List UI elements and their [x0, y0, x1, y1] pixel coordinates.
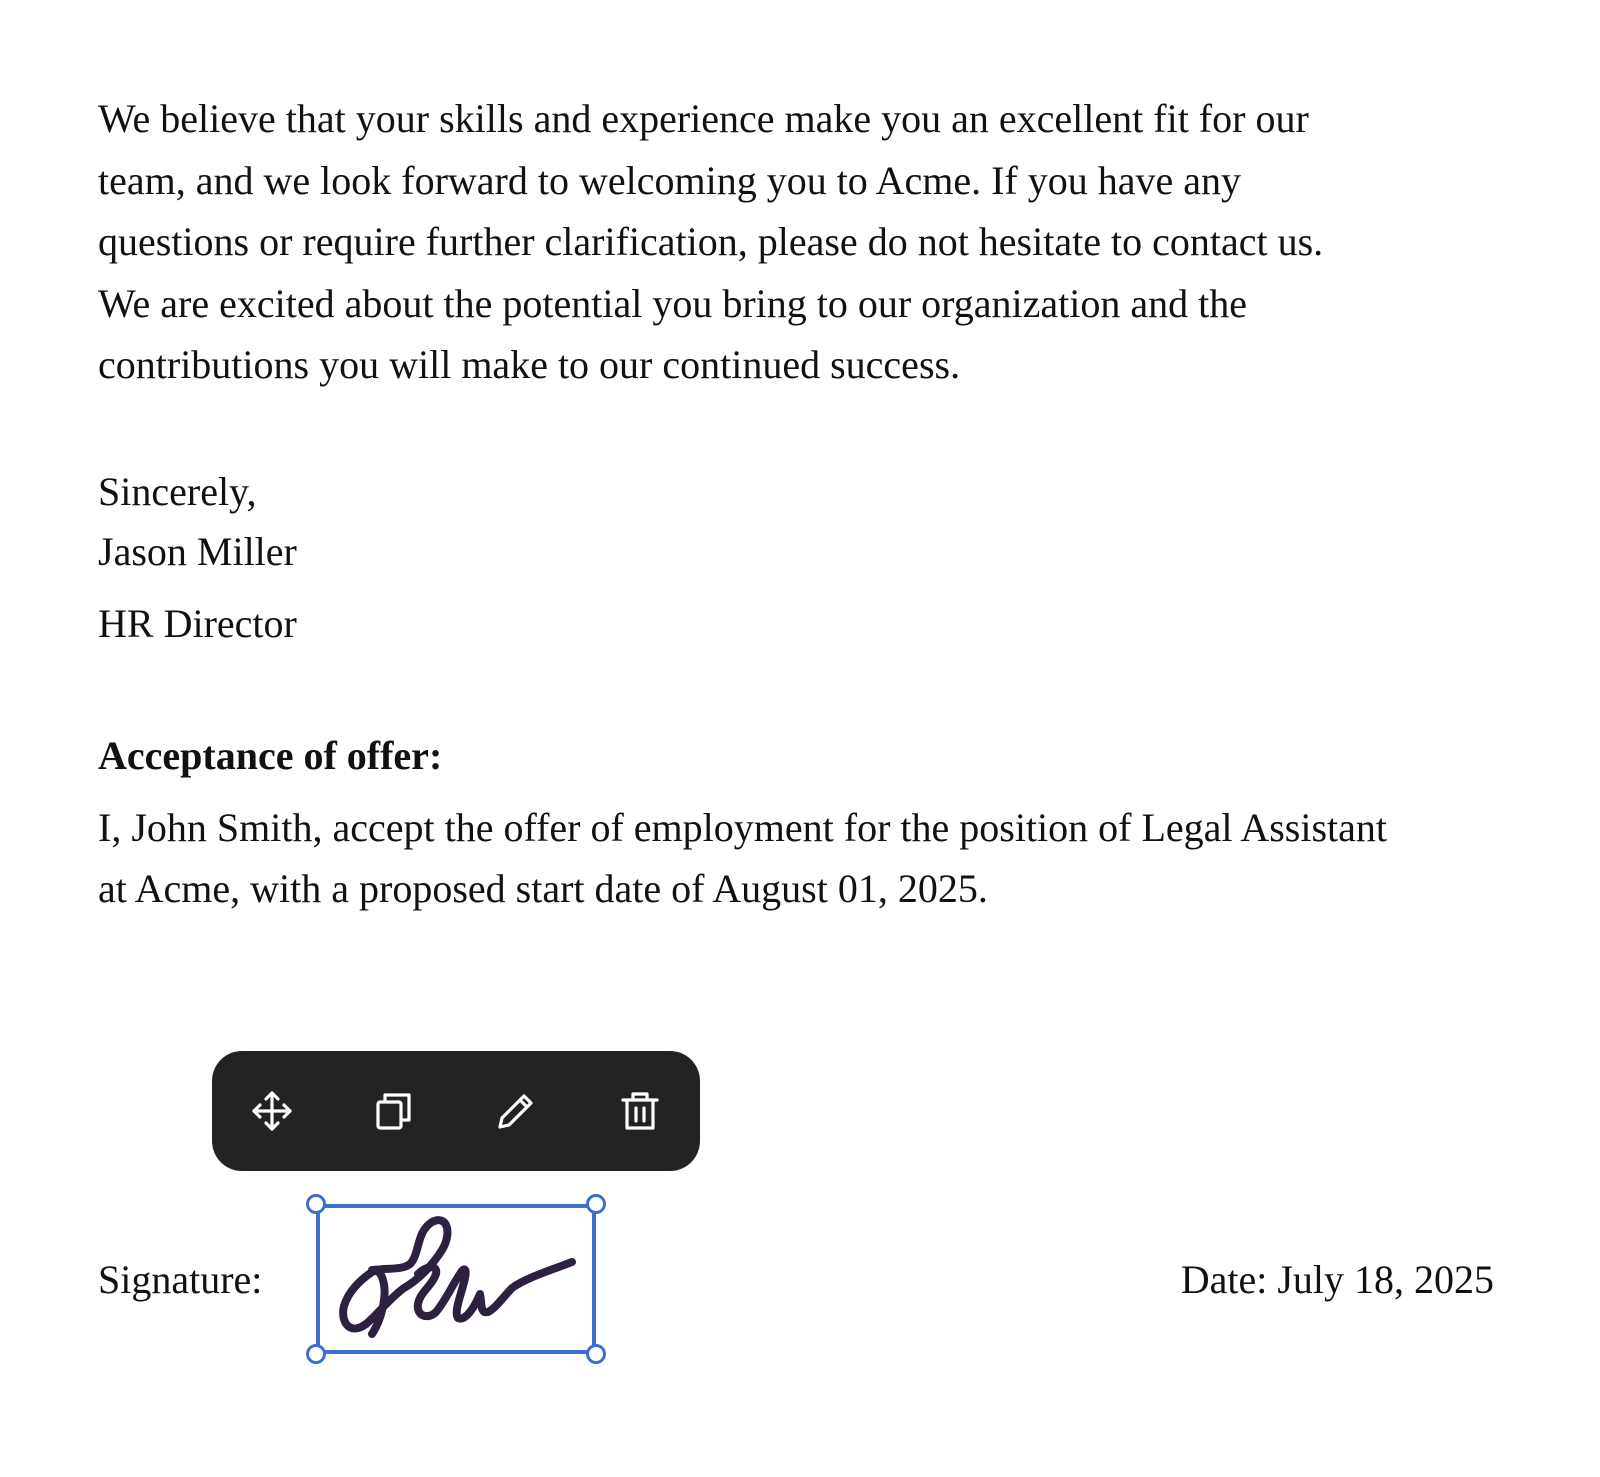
signature-field[interactable]	[316, 1204, 596, 1354]
signature-image	[320, 1208, 592, 1350]
resize-handle-bottom-left[interactable]	[306, 1344, 326, 1364]
letter-body-line: We believe that your skills and experience make you an excellent fit for our	[98, 96, 1309, 141]
letter-body	[98, 88, 1538, 396]
delete-button[interactable]	[610, 1081, 670, 1141]
closing-text: Sincerely,	[98, 469, 257, 514]
move-icon	[250, 1089, 294, 1133]
signature-label: Signature:	[98, 1257, 263, 1302]
acceptance-text-line: I, John Smith, accept the offer of employment for the position of Legal Assistant	[98, 805, 1388, 850]
resize-handle-top-right[interactable]	[586, 1194, 606, 1214]
signer-name: Jason Miller	[98, 529, 297, 574]
acceptance-heading: Acceptance of offer:	[98, 733, 443, 778]
edit-button[interactable]	[486, 1081, 546, 1141]
signature-toolbar	[212, 1051, 700, 1171]
resize-handle-top-left[interactable]	[306, 1194, 326, 1214]
date-label: Date:	[1180, 1257, 1268, 1302]
letter-body-line: questions or require further clarification, please do not hesitate to contact us.	[98, 219, 1324, 264]
letter-body-line: We are excited about the potential you bring to our organization and the	[98, 280, 1248, 326]
acceptance-text	[98, 797, 1387, 919]
duplicate-button[interactable]	[364, 1081, 424, 1141]
date-value: July 18, 2025	[1277, 1257, 1494, 1302]
signer-title: HR Director	[98, 601, 297, 646]
pencil-icon	[494, 1089, 538, 1133]
duplicate-icon	[372, 1089, 416, 1133]
resize-handle-bottom-right[interactable]	[586, 1344, 606, 1364]
letter-body-line: contributions you will make to our continued success.	[98, 342, 961, 387]
date-field	[1181, 1256, 1494, 1304]
trash-icon	[618, 1089, 662, 1133]
acceptance-text-line: at Acme, with a proposed start date of August 01, 2025.	[98, 866, 988, 911]
move-button[interactable]	[242, 1081, 302, 1141]
letter-body-line: team, and we look forward to welcoming you to Acme. If you have any	[98, 157, 1242, 203]
